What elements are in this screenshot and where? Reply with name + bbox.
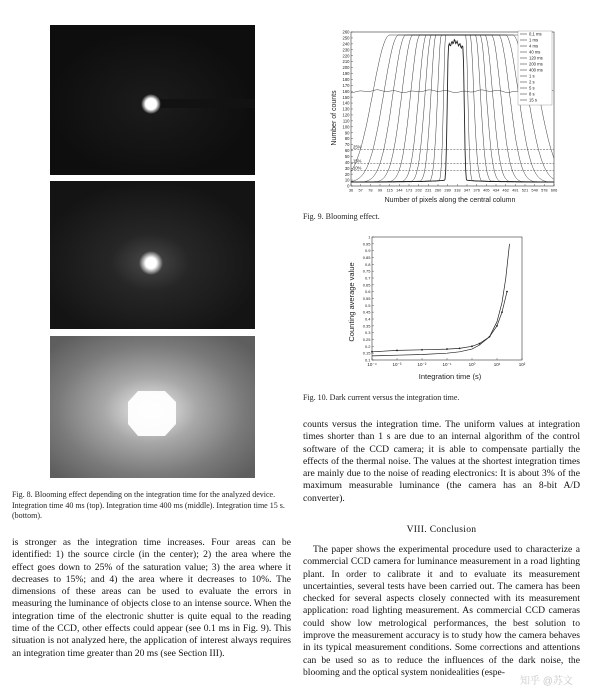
fig9-x-tick-label: 549 <box>531 187 538 193</box>
fig9-y-tick-label: 100 <box>342 124 350 130</box>
fig10-data-point <box>421 349 423 351</box>
fig10-y-axis-label: Counting average value <box>347 262 356 342</box>
fig10-x-tick-label: 10⁻² <box>417 362 427 367</box>
fig9-caption: Fig. 9. Blooming effect. <box>303 212 380 221</box>
fig9-y-tick-label: 140 <box>342 100 350 106</box>
fig10-y-tick-label: 0.55 <box>362 296 371 301</box>
fig10-x-tick-label: 10¹ <box>493 362 501 367</box>
fig9-legend-entry: 40 ms <box>529 49 541 55</box>
fig10-x-tick-label: 10⁻¹ <box>442 362 452 367</box>
fig10-data-point <box>446 348 448 350</box>
fig10-y-tick-label: 0.6 <box>364 289 371 295</box>
fig9-y-tick-label: 40 <box>344 159 350 165</box>
fig10-data-point <box>501 311 503 313</box>
section-heading-conclusion: VIII. Conclusion <box>406 524 477 535</box>
fig9-y-tick-label: 230 <box>342 47 350 53</box>
fig10-data-point <box>459 347 461 349</box>
fig9-y-tick-label: 180 <box>342 76 350 82</box>
fig9-y-tick-label: 250 <box>342 35 350 41</box>
fig9-x-tick-label: 462 <box>502 187 509 193</box>
fig10-y-tick-label: 0.9 <box>364 248 371 254</box>
fig10-y-tick-label: 0.15 <box>362 350 371 356</box>
fig9-legend-entry: 15 s <box>529 97 537 103</box>
fig9-legend-entry: 4 ms <box>529 43 539 49</box>
fig9-y-tick-label: 50 <box>344 153 350 159</box>
fig9-x-tick-label: 260 <box>434 187 442 193</box>
fig9-x-tick-label: 289 <box>444 187 451 193</box>
fig9-legend-entry: 1 s <box>529 73 535 79</box>
fig10-y-tick-label: 0.8 <box>364 261 371 267</box>
fig10-caption: Fig. 10. Dark current versus the integration time. <box>303 393 460 402</box>
fig9-x-tick-label: 231 <box>425 187 432 193</box>
fig9-x-tick-label: 144 <box>396 187 403 193</box>
fig9-chart <box>330 28 560 206</box>
fig9-y-tick-label: 210 <box>342 59 350 65</box>
fig10-x-tick-label: 10⁰ <box>468 362 476 367</box>
fig9-x-tick-label: 606 <box>550 187 558 193</box>
fig8-photo-top <box>50 25 255 175</box>
fig9-y-tick-label: 160 <box>342 88 350 94</box>
fig9-x-tick-label: 376 <box>473 187 480 193</box>
fig10-axes <box>372 237 522 360</box>
fig10-y-tick-label: 0.3 <box>364 330 371 336</box>
fig10-x-tick-label: 10⁻⁴ <box>367 362 377 367</box>
fig9-reference-label: 25% <box>353 144 362 150</box>
fig10-data-point <box>396 350 398 352</box>
fig9-y-tick-label: 60 <box>344 148 350 154</box>
fig9-x-tick-label: 115 <box>386 187 393 193</box>
fig9-x-tick-label: 347 <box>463 187 471 193</box>
fig9-y-tick-label: 80 <box>344 136 350 142</box>
fig9-x-tick-label: 434 <box>492 187 500 193</box>
fig10-x-tick-label: 10² <box>518 362 526 367</box>
fig9-y-tick-label: 190 <box>342 71 350 77</box>
fig10-data-point <box>471 345 473 347</box>
fig9-legend-entry: 2 s <box>529 79 535 85</box>
fig9-x-tick-label: 78 <box>368 187 373 193</box>
fig10-plot-frame <box>372 237 522 360</box>
fig9-x-tick-label: 173 <box>405 187 413 193</box>
fig10-x-axis-label: Integration time (s) <box>418 372 482 381</box>
fig9-y-tick-label: 240 <box>342 41 350 47</box>
fig10-y-tick-label: 0.2 <box>364 343 371 349</box>
fig9-legend-entry: 1 ms <box>529 37 539 43</box>
fig9-legend-entry: 0,1 ms <box>529 31 542 37</box>
fig9-x-tick-label: 57 <box>358 187 363 193</box>
fig10-data-point <box>496 325 498 327</box>
fig10-y-tick-label: 0.4 <box>364 316 371 322</box>
fig10-y-tick-label: 0.65 <box>362 282 371 288</box>
fig9-y-tick-label: 220 <box>342 53 350 59</box>
fig9-y-tick-label: 120 <box>342 112 350 118</box>
watermark: 知乎 @苏文 <box>520 676 573 687</box>
fig9-y-tick-label: 260 <box>342 29 350 35</box>
fig8-photo-middle <box>50 181 255 329</box>
fig9-y-tick-label: 70 <box>344 142 350 148</box>
fig9-legend-entry: 400 ms <box>529 67 543 73</box>
fig9-legend-entry: 200 ms <box>529 61 543 67</box>
fig9-y-tick-label: 170 <box>342 82 350 88</box>
fig8-caption: Fig. 8. Blooming effect depending on the integration time for the analyzed device. Integration time 40 ms (top). Integration time 400 ms (middle). Integration time 15 s. (bottom). <box>12 490 285 520</box>
fig10-y-tick-label: 0.95 <box>362 241 371 247</box>
fig10-y-tick-label: 1 <box>368 234 371 240</box>
fig10-x-tick-label: 10⁻³ <box>392 362 402 367</box>
fig9-x-tick-label: 202 <box>415 187 422 193</box>
fig9-y-tick-label: 110 <box>342 118 350 124</box>
fig9-y-tick-label: 200 <box>342 65 350 71</box>
fig10-y-tick-label: 0.45 <box>362 309 371 315</box>
fig9-x-axis-label: Number of pixels along the central column <box>384 197 516 204</box>
fig10-chart <box>340 232 530 384</box>
fig9-y-axis-label: Number of counts <box>331 90 338 146</box>
fig10-data-point <box>506 291 508 293</box>
fig8-photo-bottom <box>50 336 255 478</box>
fig9-y-tick-label: 0 <box>347 183 350 189</box>
fig9-y-tick-label: 10 <box>344 177 350 183</box>
fig9-x-tick-label: 318 <box>454 187 461 193</box>
fig9-y-tick-label: 150 <box>342 94 350 100</box>
fig9-y-tick-label: 90 <box>344 130 350 136</box>
fig9-x-tick-label: 99 <box>377 187 383 193</box>
fig10-y-tick-label: 0.25 <box>362 337 371 342</box>
fig9-legend-entry: 120 ms <box>529 55 543 61</box>
fig9-y-tick-label: 130 <box>342 106 350 112</box>
fig10-y-tick-label: 0.5 <box>364 302 371 308</box>
fig9-x-tick-label: 521 <box>521 187 529 193</box>
fig10-data-point <box>371 351 373 353</box>
fig9-legend <box>518 31 552 105</box>
left-paragraph-1: is stronger as the integration time increases. Four areas can be identified: 1) the source circle (in the center); 2) the area where the effect goes down to 25% of the saturation value; 3) the area where it decreases to 15%; and 4) the area where it decreases to 10%. The dimensions of these areas can be used to evaluate the errors in measuring the luminance of objects close to an intense source. When the integration time of the electronic shutter is quite equal to the reading time of the CCD, other effects could appear (see 0.1 ms in Fig. 9). This situation is not analyzed here, the application of interest always requires an integration time greater than 20 ms (see Section III). <box>12 537 291 659</box>
fig9-x-tick-label: 405 <box>483 187 490 193</box>
fig10-y-tick-label: 0.7 <box>364 275 371 281</box>
fig9-x-tick-label: 578 <box>541 187 548 193</box>
fig10-y-tick-label: 0.75 <box>362 268 371 274</box>
fig10-y-tick-label: 0.35 <box>362 323 371 329</box>
fig9-legend-entry: 8 s <box>529 91 535 97</box>
right-paragraph-1: counts versus the integration time. The uniform values at integration times shorter than 1 s are due to an internal algorithm of the control software of the CCD camera; it is able to compensate partially the effects of the thermal noise. The values at the shortest integration times are mainly due to the noise of reading electronics: It is about 3% of the maximum measurable luminance (the camera has an 8-bit A/D converter). <box>303 419 580 504</box>
fig9-reference-label: 10% <box>353 165 362 171</box>
fig9-x-tick-label: 36 <box>348 187 354 193</box>
fig9-reference-label: 15% <box>353 158 362 164</box>
fig9-y-tick-label: 20 <box>344 171 350 177</box>
fig9-x-tick-label: 491 <box>512 187 519 193</box>
fig10-y-tick-label: 0.85 <box>362 255 371 260</box>
fig10-y-tick-label: 0.1 <box>364 357 371 363</box>
fig9-legend-entry: 5 s <box>529 85 535 91</box>
right-paragraph-2: The paper shows the experimental procedure used to characterize a commercial CCD camera for luminance measurement in a road lighting plant. In order to calibrate it and to evaluate its measurement uncertainties, several tests have been carried out. The camera has been checked for several aspects closely connected with its measurement application: road lighting measurement. As commercial CCD cameras could show low metrological performances, the best solution to improve the measurement accuracy is to study how the camera behaves in its typical measurement conditions. Some corrections and attentions can be used so as to reduce the influences of the dark noise, the blooming and the optical system nonidealities (espe- <box>303 544 580 678</box>
fig9-y-tick-label: 30 <box>344 165 350 171</box>
